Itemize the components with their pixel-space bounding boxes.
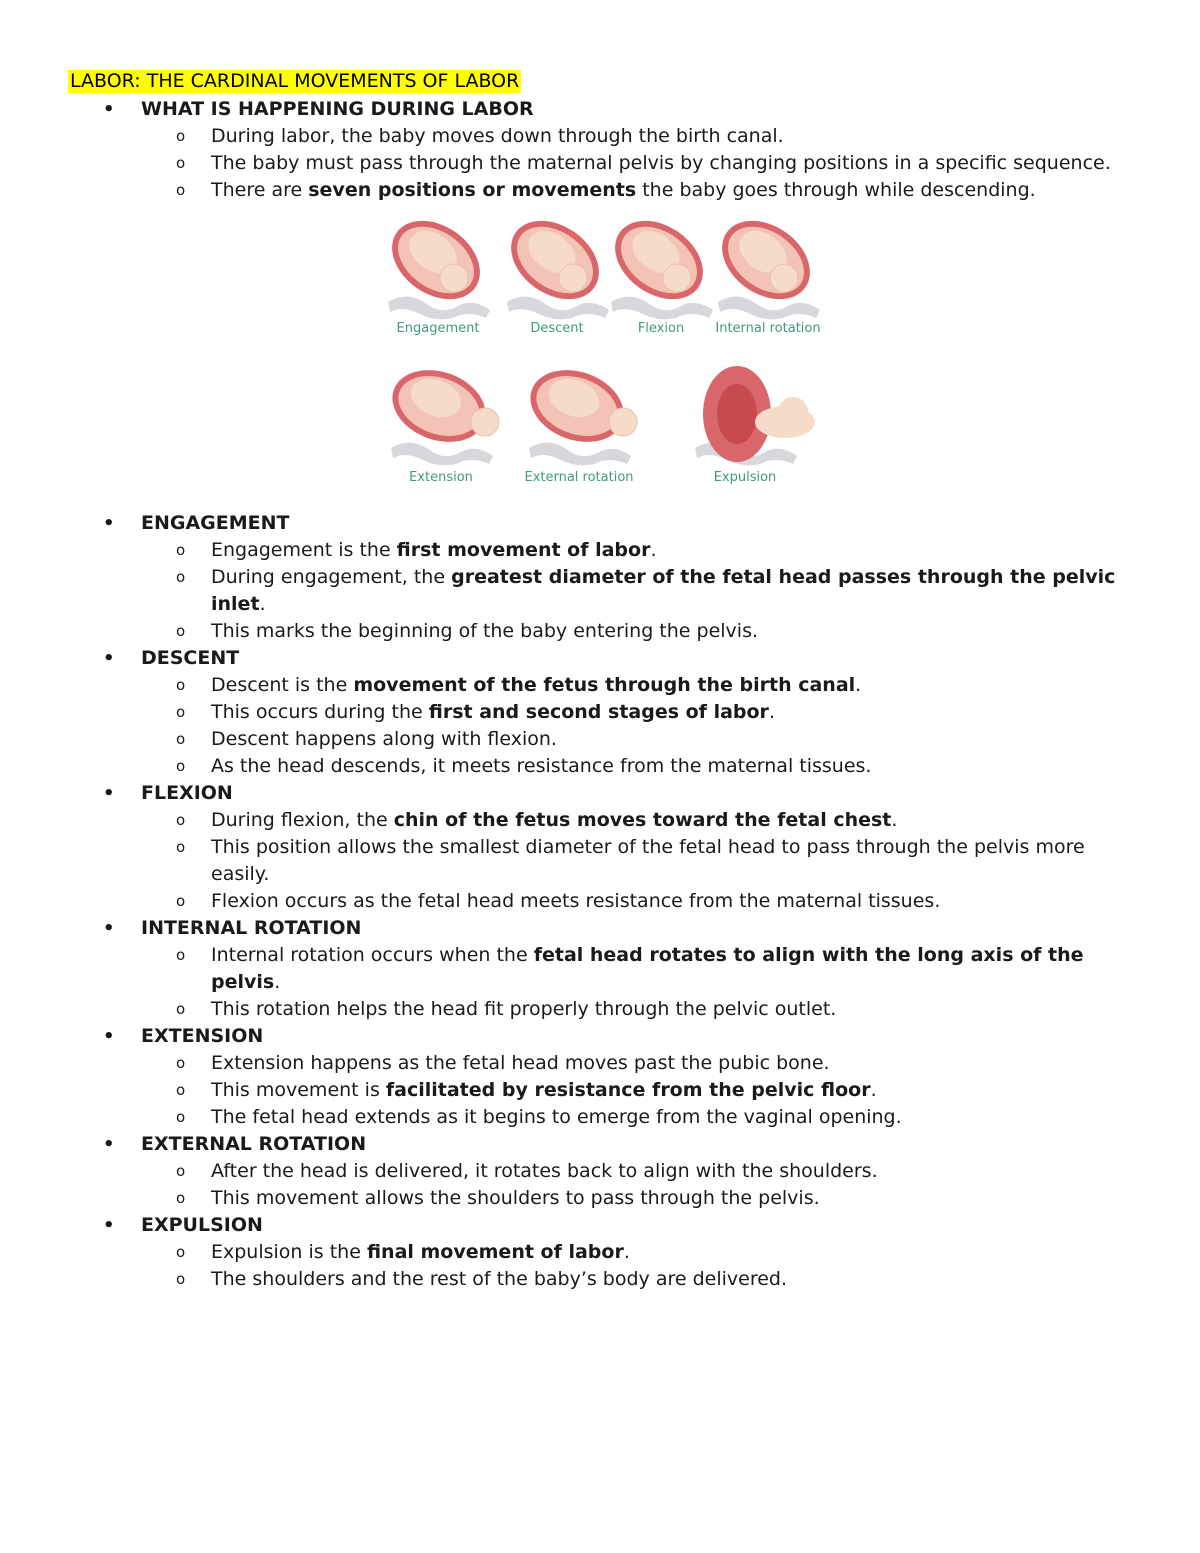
bullet-icon: • <box>103 648 115 669</box>
circle-marker-icon: o <box>176 541 186 559</box>
uterus-fetus-illustration <box>708 210 838 322</box>
section-heading-text: EXTENSION <box>141 1025 264 1047</box>
section-extension <box>0 1023 1200 1131</box>
circle-marker-icon: o <box>176 622 186 640</box>
emphasis-text: final movement of labor <box>366 1241 624 1263</box>
bullet-icon: • <box>103 1026 115 1047</box>
stage-internal-rotation <box>708 210 838 322</box>
item-text: As the head descends, it meets resistance from the maternal tissues. <box>211 755 872 777</box>
uterus-fetus-illustration <box>685 356 815 468</box>
stage-engagement <box>378 210 508 322</box>
item-text: . <box>623 1241 630 1263</box>
circle-marker-icon: o <box>176 1108 186 1126</box>
stage-label: Descent <box>530 321 584 336</box>
list-item <box>0 537 1200 564</box>
stage-external-rotation <box>519 356 649 468</box>
page-title: LABOR: THE CARDINAL MOVEMENTS OF LABOR <box>70 70 520 92</box>
list-item <box>0 699 1200 726</box>
list-item <box>0 942 1200 996</box>
section-heading <box>0 1023 1200 1050</box>
list-item <box>0 753 1200 780</box>
section-heading-text: DESCENT <box>141 647 240 669</box>
section-heading <box>0 645 1200 672</box>
section-what-is-happening-during-labor <box>0 96 1200 204</box>
section-heading <box>0 96 1200 123</box>
item-text: the baby goes through while descending. <box>636 179 1036 201</box>
list-item <box>0 672 1200 699</box>
item-text: This marks the beginning of the baby entering the pelvis. <box>211 620 759 642</box>
item-text: Expulsion is the <box>211 1241 367 1263</box>
section-internal-rotation <box>0 915 1200 1023</box>
section-engagement <box>0 510 1200 645</box>
emphasis-text: movement of the fetus through the birth canal <box>353 674 856 696</box>
uterus-fetus-illustration <box>378 210 508 322</box>
circle-marker-icon: o <box>176 154 186 172</box>
item-text: There are <box>211 179 309 201</box>
item-text: This movement is <box>211 1079 386 1101</box>
list-item <box>0 1077 1200 1104</box>
stage-label: Expulsion <box>713 470 777 485</box>
list-item <box>0 150 1200 177</box>
section-flexion <box>0 780 1200 915</box>
item-text: The shoulders and the rest of the baby’s body are delivered. <box>211 1268 788 1290</box>
stage-extension <box>381 356 511 468</box>
section-heading-text: FLEXION <box>141 782 233 804</box>
item-text: . <box>768 701 775 723</box>
section-external-rotation <box>0 1131 1200 1212</box>
circle-marker-icon: o <box>176 1189 186 1207</box>
list-item <box>0 1050 1200 1077</box>
item-text: The baby must pass through the maternal pelvis by changing positions in a specific sequence. <box>211 152 1111 174</box>
bullet-icon: • <box>103 1134 115 1155</box>
section-heading-text: WHAT IS HAPPENING DURING LABOR <box>141 98 534 120</box>
item-text: Descent happens along with flexion. <box>211 728 557 750</box>
section-heading <box>0 915 1200 942</box>
item-text: . <box>870 1079 877 1101</box>
emphasis-text: first and second stages of labor <box>428 701 769 723</box>
section-expulsion <box>0 1212 1200 1293</box>
list-item <box>0 564 1200 618</box>
circle-marker-icon: o <box>176 811 186 829</box>
item-text: After the head is delivered, it rotates back to align with the shoulders. <box>211 1160 878 1182</box>
section-heading <box>0 1131 1200 1158</box>
list-item <box>0 618 1200 645</box>
circle-marker-icon: o <box>176 1162 186 1180</box>
section-heading <box>0 1212 1200 1239</box>
stage-label: Extension <box>409 470 473 485</box>
circle-marker-icon: o <box>176 1243 186 1261</box>
item-text: Engagement is the <box>211 539 397 561</box>
document-body <box>0 96 1200 1293</box>
circle-marker-icon: o <box>176 568 186 586</box>
emphasis-text: chin of the fetus moves toward the fetal chest <box>393 809 892 831</box>
circle-marker-icon: o <box>176 757 186 775</box>
list-item <box>0 1185 1200 1212</box>
item-text: . <box>855 674 862 696</box>
stage-label: Flexion <box>637 321 685 336</box>
stage-expulsion <box>685 356 815 468</box>
item-text: This movement allows the shoulders to pass through the pelvis. <box>211 1187 820 1209</box>
list-item <box>0 123 1200 150</box>
item-text: Internal rotation occurs when the <box>211 944 534 966</box>
item-text: This rotation helps the head fit properly through the pelvic outlet. <box>211 998 837 1020</box>
list-item <box>0 834 1200 888</box>
section-heading-text: EXPULSION <box>141 1214 263 1236</box>
section-heading <box>0 510 1200 537</box>
item-text: During flexion, the <box>211 809 394 831</box>
uterus-fetus-illustration <box>519 356 649 468</box>
item-text: Extension happens as the fetal head moves past the pubic bone. <box>211 1052 830 1074</box>
section-heading-text: ENGAGEMENT <box>141 512 290 534</box>
list-item <box>0 1104 1200 1131</box>
circle-marker-icon: o <box>176 892 186 910</box>
bullet-icon: • <box>103 99 115 120</box>
uterus-fetus-illustration <box>381 356 511 468</box>
section-descent <box>0 645 1200 780</box>
labor-stages-figure <box>0 208 1200 504</box>
bullet-icon: • <box>103 918 115 939</box>
list-item <box>0 996 1200 1023</box>
emphasis-text: seven positions or movements <box>308 179 637 201</box>
section-heading-text: EXTERNAL ROTATION <box>141 1133 367 1155</box>
circle-marker-icon: o <box>176 127 186 145</box>
list-item <box>0 177 1200 204</box>
circle-marker-icon: o <box>176 838 186 856</box>
section-heading-text: INTERNAL ROTATION <box>141 917 362 939</box>
circle-marker-icon: o <box>176 703 186 721</box>
item-text: Descent is the <box>211 674 354 696</box>
list-item <box>0 1239 1200 1266</box>
item-text: . <box>891 809 898 831</box>
emphasis-text: first movement of labor <box>396 539 651 561</box>
section-heading <box>0 780 1200 807</box>
item-text: During engagement, the <box>211 566 452 588</box>
item-text: . <box>259 593 266 615</box>
list-item <box>0 888 1200 915</box>
stage-label: Internal rotation <box>715 321 821 336</box>
item-text: Flexion occurs as the fetal head meets resistance from the maternal tissues. <box>211 890 941 912</box>
bullet-icon: • <box>103 783 115 804</box>
list-item <box>0 807 1200 834</box>
item-text: During labor, the baby moves down through the birth canal. <box>211 125 784 147</box>
bullet-icon: • <box>103 513 115 534</box>
circle-marker-icon: o <box>176 730 186 748</box>
circle-marker-icon: o <box>176 1270 186 1288</box>
item-text: This position allows the smallest diameter of the fetal head to pass through the pelvis more easily. <box>211 836 1085 885</box>
item-text: . <box>650 539 657 561</box>
list-item <box>0 726 1200 753</box>
circle-marker-icon: o <box>176 181 186 199</box>
stage-label: External rotation <box>524 470 634 485</box>
list-item <box>0 1158 1200 1185</box>
circle-marker-icon: o <box>176 946 186 964</box>
item-text: . <box>274 971 281 993</box>
circle-marker-icon: o <box>176 1000 186 1018</box>
circle-marker-icon: o <box>176 676 186 694</box>
emphasis-text: greatest diameter of the fetal head passes through the pelvic inlet <box>211 566 1116 615</box>
circle-marker-icon: o <box>176 1081 186 1099</box>
item-text: This occurs during the <box>211 701 429 723</box>
list-item <box>0 1266 1200 1293</box>
stage-label: Engagement <box>396 321 480 336</box>
bullet-icon: • <box>103 1215 115 1236</box>
circle-marker-icon: o <box>176 1054 186 1072</box>
emphasis-text: facilitated by resistance from the pelvic floor <box>385 1079 871 1101</box>
emphasis-text: fetal head rotates to align with the long axis of the pelvis <box>211 944 1084 993</box>
item-text: The fetal head extends as it begins to emerge from the vaginal opening. <box>211 1106 902 1128</box>
